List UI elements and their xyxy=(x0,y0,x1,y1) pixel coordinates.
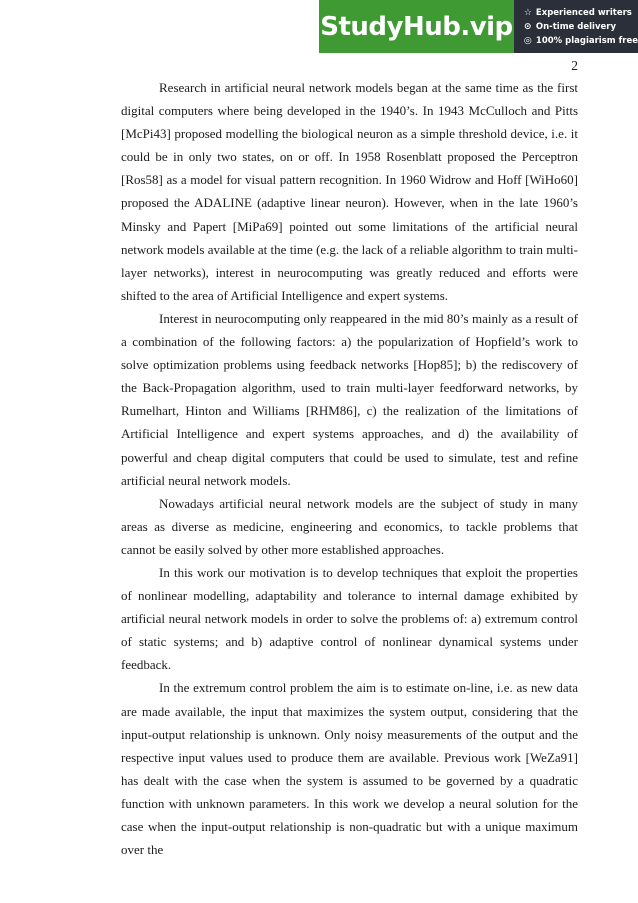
page-number: 2 xyxy=(571,58,578,73)
feature-on-time-delivery xyxy=(524,21,638,33)
paragraph-history: Research in artificial neural network models began at the same time as the first digital computers where being developed in the 1940’s. In 1943 McCulloch and Pitts [McPi43] proposed modelling the biological neuron as a simple threshold device, i.e. it could be in only two states, on or off. In 1958 Rosenblatt proposed the Perceptron [Ros58] as a model for visual pattern recognition. In 1960 Widrow and Hoff [WiHo60] proposed the ADALINE (adaptive linear neuron). However, when in the late 1960’s Minsky and Papert [MiPa69] pointed out some limitations of the artificial neural network models available at the time (e.g. the lack of a reliable algorithm to train multi-layer networks), interest in neurocomputing was greatly reduced and efforts were shifted to the area of Artificial Intelligence and expert systems. xyxy=(121,80,578,303)
paragraph-extremum-control: In the extremum control problem the aim is to estimate on-line, i.e. as new data are made available, the input that maximizes the system output, considering that the input-output relationship is unknown. Only noisy measurements of the output and the respective input values used to produce them are available. Previous work [WeZa91] has dealt with the case when the system is assumed to be governed by a quadratic function with unknown parameters. In this work we develop a neural solution for the case when the input-output relationship is non-quadratic but with a unique maximum over the xyxy=(121,680,578,858)
paragraph-motivation: In this work our motivation is to develop techniques that exploit the properties of nonlinear modelling, adaptability and tolerance to internal damage exhibited by artificial neural network models in order to solve the problems of: a) extremum control of static systems; and b) adaptive control of nonlinear dynamical systems under feedback. xyxy=(121,564,578,673)
paragraph-applications: Nowadays artificial neural network models are the subject of study in many areas as diverse as medicine, engineering and economics, to tackle problems that cannot be easily solved by other more established approaches. xyxy=(121,495,578,557)
shield-icon: ◎ xyxy=(523,35,532,46)
feature-experienced-writers xyxy=(524,7,638,19)
feature-label: Experienced writers xyxy=(535,7,632,18)
document-body xyxy=(121,76,578,861)
paragraph-revival: Interest in neurocomputing only reappeared in the mid 80’s mainly as a result of a combination of the following factors: a) the popularization of Hopfield’s work to solve optimization problems using feedback networks [Hop85]; b) the rediscovery of the Back-Propagation algorithm, used to train multi-layer feedforward networks, by Rumelhart, Hinton and Williams [RHM86], c) the realization of the limitations of Artificial Intelligence and expert systems approaches, and d) the availability of powerful and cheap digital computers that could be used to simulate, test and refine artificial neural network models. xyxy=(121,310,578,488)
feature-label: 100% plagiarism free xyxy=(535,35,638,46)
feature-label: On-time delivery xyxy=(535,21,616,32)
studyhub-logo[interactable]: StudyHub.vip xyxy=(319,0,514,53)
studyhub-banner[interactable] xyxy=(319,0,638,53)
star-icon: ☆ xyxy=(523,7,532,18)
feature-plagiarism-free xyxy=(524,35,638,47)
clock-icon: ⊙ xyxy=(523,21,532,32)
feature-list xyxy=(514,0,638,53)
